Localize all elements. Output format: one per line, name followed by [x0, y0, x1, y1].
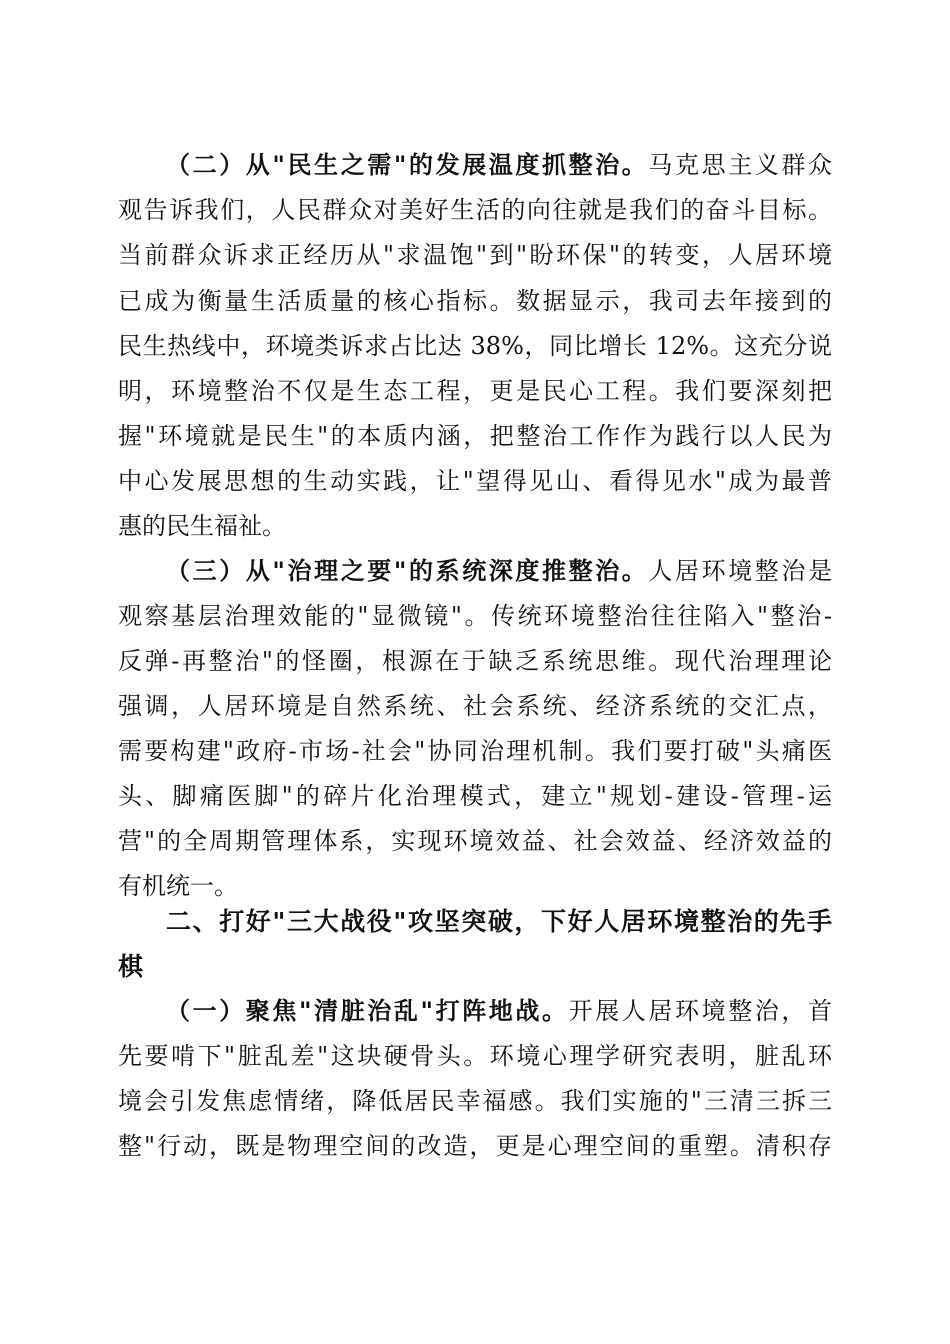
paragraph-2-first-rest: 人居环境整治是 [648, 557, 833, 585]
paragraph-2-lead: （三）从"治理之要"的系统深度推整治。 [166, 557, 649, 585]
paragraph-2-line: 头、脚痛医脚"的碎片化治理模式，建立"规划-建设-管理-运 [118, 782, 832, 810]
paragraph-2-first-line [166, 549, 832, 593]
paragraph-1-first-line [166, 143, 832, 187]
paragraph-3-line: 先要啃下"脏乱差"这块硬骨头。环境心理学研究表明，脏乱环 [118, 1042, 832, 1070]
paragraph-2-line: 反弹-再整治"的怪圈，根源在于缺乏系统思维。现代治理理论 [118, 647, 832, 675]
paragraph-1-line: 中心发展思想的生动实践，让"望得见山、看得见水"成为最普 [118, 467, 832, 495]
section-heading-line: 二、打好"三大战役"攻坚突破，下好人居环境整治的先手 [166, 907, 832, 936]
paragraph-3-lead: （一）聚焦"清脏治乱"打阵地战。 [166, 997, 569, 1025]
paragraph-3-line: 整"行动，既是物理空间的改造，更是心理空间的重塑。清积存 [118, 1132, 832, 1160]
paragraph-1-line: 已成为衡量生活质量的核心指标。数据显示，我司去年接到的 [118, 287, 832, 315]
paragraph-3-line: 境会引发焦虑情绪，降低居民幸福感。我们实施的"三清三拆三 [118, 1087, 832, 1115]
paragraph-1-line: 当前群众诉求正经历从"求温饱"到"盼环保"的转变，人居环境 [118, 241, 832, 269]
paragraph-1-line: 握"环境就是民生"的本质内涵，把整治工作作为践行以人民为 [118, 422, 832, 450]
paragraph-1-line: 民生热线中，环境类诉求占比达 38%，同比增长 12%。这充分说 [118, 332, 832, 360]
paragraph-1-line: 明，环境整治不仅是生态工程，更是民心工程。我们要深刻把 [118, 377, 832, 405]
section-heading-line: 棋 [118, 952, 144, 981]
paragraph-3-first-line [166, 989, 832, 1033]
paragraph-3-first-rest: 开展人居环境整治，首 [568, 997, 833, 1025]
paragraph-1-line: 观告诉我们，人民群众对美好生活的向往就是我们的奋斗目标。 [118, 196, 832, 224]
paragraph-2-line: 观察基层治理效能的"显微镜"。传统环境整治往往陷入"整治- [118, 602, 832, 630]
paragraph-2-line: 需要构建"政府-市场-社会"协同治理机制。我们要打破"头痛医 [118, 737, 832, 765]
paragraph-2-line: 营"的全周期管理体系，实现环境效益、社会效益、经济效益的 [118, 827, 832, 855]
paragraph-2-line: 强调，人居环境是自然系统、社会系统、经济系统的交汇点， [118, 692, 832, 720]
paragraph-1-lead: （二）从"民生之需"的发展温度抓整治。 [166, 151, 649, 179]
paragraph-1-line: 惠的民生福祉。 [118, 512, 286, 540]
paragraph-2-line: 有机统一。 [118, 872, 238, 900]
paragraph-1-first-rest: 马克思主义群众 [648, 151, 833, 179]
